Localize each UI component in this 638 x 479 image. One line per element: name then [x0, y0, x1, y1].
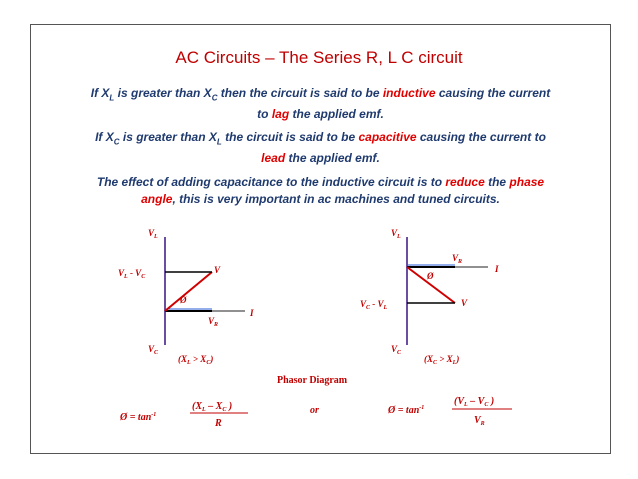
- right-label-i: I: [495, 264, 499, 274]
- p3-highlight-reduce: reduce: [445, 175, 485, 189]
- p3-text-a: The effect of adding capacitance to the inductive circuit is to: [96, 175, 446, 189]
- formula-inductive: [119, 401, 248, 429]
- right-label-phi: Ø: [427, 271, 434, 281]
- p2-rest: the applied emf.: [285, 151, 380, 166]
- p2-highlight-lead: lead: [261, 151, 286, 166]
- p2-sub-c: C: [113, 137, 120, 147]
- left-label-vc: $V_C$: [148, 344, 159, 356]
- left-caption: $(X_L > X_C)$: [178, 354, 214, 366]
- p2-highlight-capacitive: capacitive: [358, 130, 417, 144]
- p3-text-b: the: [484, 175, 510, 189]
- p1-text-c: then the circuit is said to be: [217, 86, 383, 100]
- p1-text-a: If X: [90, 86, 110, 100]
- formula-right-numerator: ($V_L - V_C$ ): [454, 396, 495, 408]
- left-v-phasor: [165, 272, 212, 311]
- p1-sub-l: L: [109, 93, 115, 103]
- left-label-phi: Ø: [180, 295, 187, 305]
- p1-sub-c: C: [211, 93, 218, 103]
- p3-text-c: , this is very important in ac machines and tuned circuits.: [172, 192, 500, 206]
- left-label-vl: $V_L$: [148, 228, 158, 240]
- right-label-vl: $V_L$: [391, 228, 401, 240]
- p2-text-b: is greater than X: [119, 130, 217, 144]
- right-phasor-diagram: [360, 228, 499, 366]
- p2-text-a: If X: [95, 130, 114, 144]
- left-label-i: I: [250, 308, 254, 318]
- left-label-v: V: [214, 265, 221, 275]
- p1-highlight-inductive: inductive: [382, 86, 436, 100]
- left-label-vl-minus-vc: $V_L - V_C$: [118, 268, 146, 280]
- formula-voltage: [387, 396, 512, 427]
- right-label-vc-minus-vl: $V_C - V_L$: [360, 299, 388, 311]
- p1-text-d: causing the current: [435, 86, 551, 100]
- phasor-diagram-label: Phasor Diagram: [277, 375, 348, 386]
- formula-right-denominator: $V_R$: [474, 415, 485, 427]
- formula-left-numerator: ($X_L - X_C$ ): [192, 401, 233, 413]
- p3-highlight-phase: phase: [509, 175, 545, 189]
- left-label-vr: $V_R$: [208, 316, 219, 328]
- p2-text-c: the circuit is said to be: [221, 130, 359, 144]
- right-label-vr: $V_R$: [452, 253, 463, 265]
- p3-highlight-angle: angle: [141, 192, 173, 206]
- formula-left-denominator: R: [215, 418, 222, 429]
- p1-text-b: is greater than X: [114, 86, 212, 100]
- formula-right-lhs: Ø = $\tan^{-1}$: [388, 405, 425, 416]
- right-label-vc: $V_C$: [391, 344, 402, 356]
- p1-highlight-lag: lag: [271, 107, 290, 122]
- formula-left-lhs: Ø = $\tan^{-1}$: [120, 412, 157, 423]
- right-caption: $(X_C > X_L)$: [424, 354, 460, 366]
- left-phasor-diagram: [118, 228, 254, 366]
- slide-title: AC Circuits – The Series R, L C circuit: [175, 48, 463, 67]
- p1-rest: the applied emf.: [289, 107, 384, 122]
- right-label-v: V: [461, 298, 468, 308]
- p1-to: to: [257, 107, 269, 122]
- p2-text-d: causing the current to: [416, 130, 546, 144]
- p2-sub-l: L: [216, 137, 222, 147]
- or-label: or: [310, 405, 319, 416]
